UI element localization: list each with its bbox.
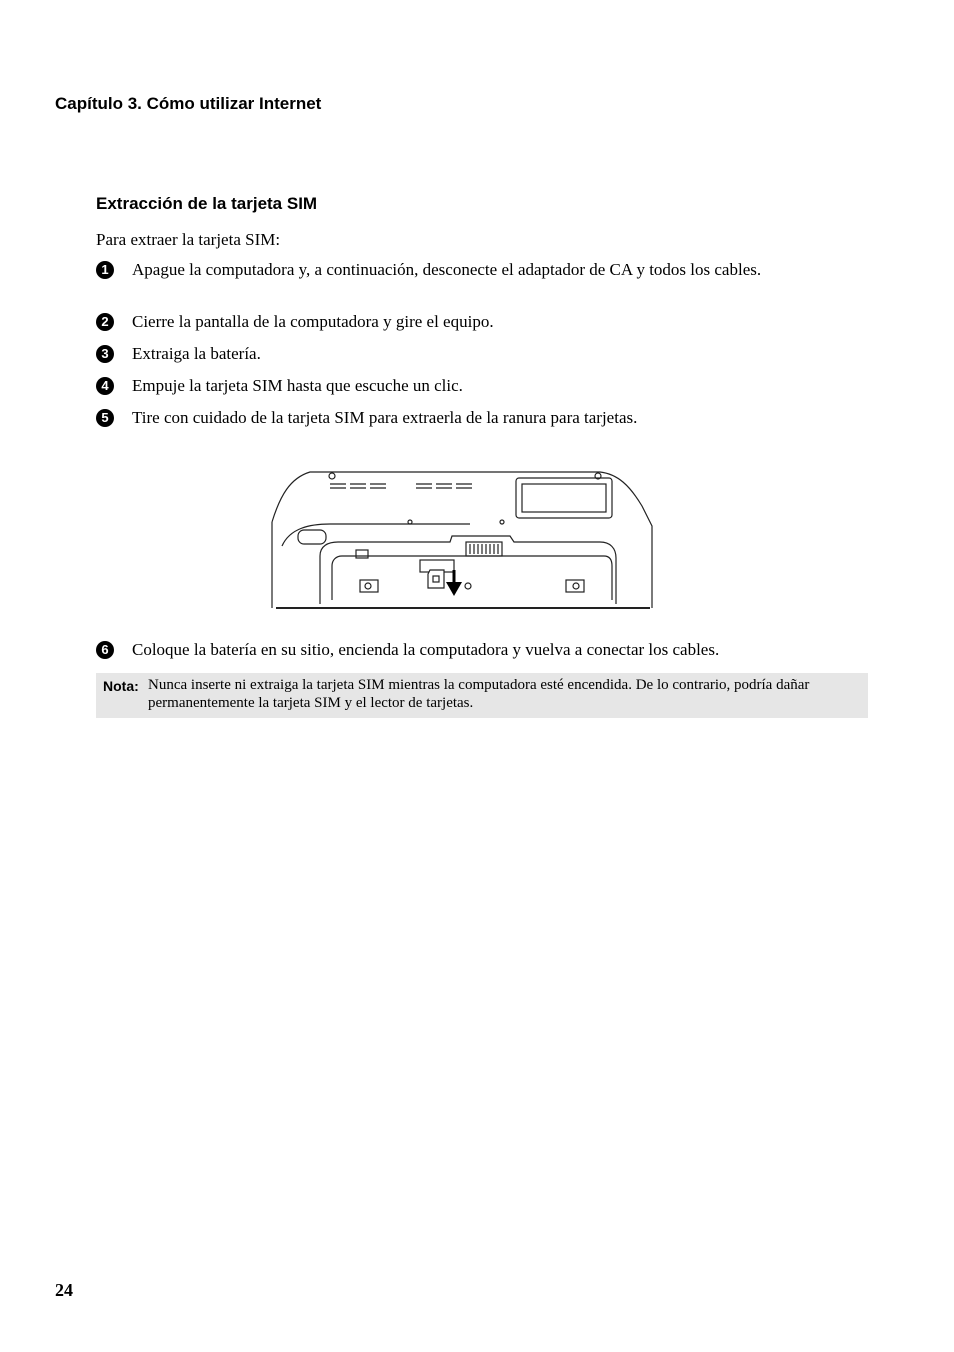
step-number-6-icon: 6 xyxy=(96,641,114,659)
step-text: Coloque la batería en su sitio, encienda la computadora y vuelva a conectar los cables. xyxy=(132,640,720,659)
step-number-4-icon: 4 xyxy=(96,377,114,395)
chapter-header: Capítulo 3. Cómo utilizar Internet xyxy=(55,94,322,113)
step-number-2-icon: 2 xyxy=(96,313,114,331)
step-number-1-icon: 1 xyxy=(96,261,114,279)
step-text: Tire con cuidado de la tarjeta SIM para extraerla de la ranura para tarjetas. xyxy=(132,408,638,427)
step-text: Extraiga la batería. xyxy=(132,344,261,363)
note-label: Nota: xyxy=(103,678,139,694)
step-text: Cierre la pantalla de la computadora y gire el equipo. xyxy=(132,312,494,331)
note-box xyxy=(96,673,868,718)
section-title: Extracción de la tarjeta SIM xyxy=(96,194,318,213)
intro-text: Para extraer la tarjeta SIM: xyxy=(96,230,281,249)
step-text: Empuje la tarjeta SIM hasta que escuche un clic. xyxy=(132,376,463,395)
step-number-3-icon: 3 xyxy=(96,345,114,363)
sim-card-removal-illustration xyxy=(270,466,654,612)
step-text: Apague la computadora y, a continuación, desconecte el adaptador de CA y todos los cables. xyxy=(132,260,762,279)
step-number-5-icon: 5 xyxy=(96,409,114,427)
page-number: 24 xyxy=(55,1280,73,1300)
note-text: Nunca inserte ni extraiga la tarjeta SIM mientras la computadora esté encendida. De lo contrario, podría dañar permanentemente la tarjeta SIM y el lector de tarjetas. xyxy=(148,677,810,711)
